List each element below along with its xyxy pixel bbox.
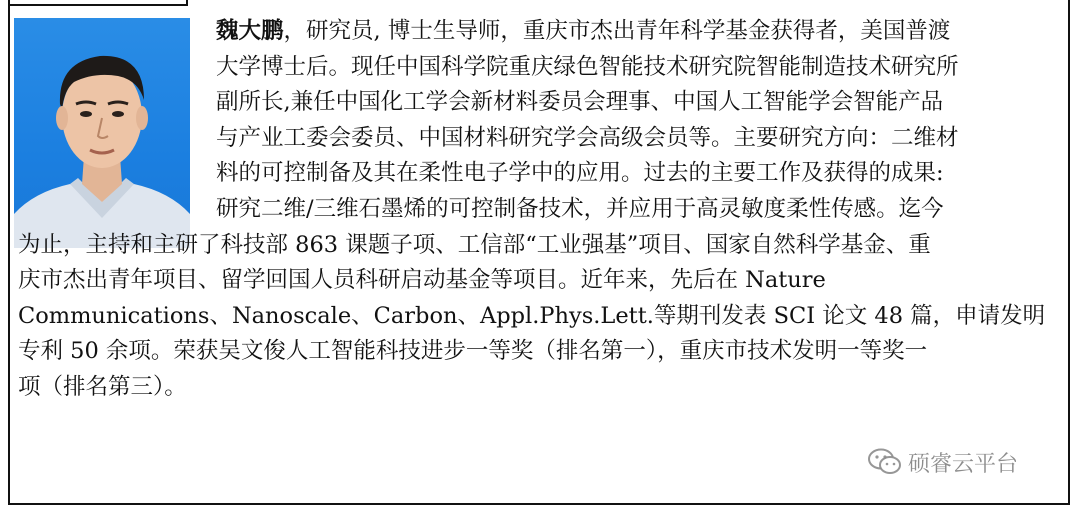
watermark: [868, 445, 1018, 479]
bio-line-6: 研究二维/三维石墨烯的可控制备技术，并应用于高灵敏度柔性传感。迄今: [216, 195, 944, 222]
biography: [18, 14, 1062, 406]
bio-line-4: 与产业工委会委员、中国材料研究学会高级会员等。主要研究方向：二维材: [216, 124, 959, 151]
watermark-text: 硕睿云平台: [908, 451, 1019, 477]
bio-line-8: 庆市杰出青年项目、留学回国人员科研启动基金等项目。近年来，先后在 Nature: [18, 267, 826, 294]
bio-line-1: 魏大鹏，研究员, 博士生导师，重庆市杰出青年科学基金获得者，美国普渡: [216, 18, 951, 44]
bio-line-10: 专利 50 余项。荣获吴文俊人工智能科技进步一等奖（排名第一），重庆市技术发明一等奖一: [18, 338, 928, 365]
bio-line-7: 为止，主持和主研了科技部 863 课题子项、工信部“工业强基”项目、国家自然科学基金、重: [18, 231, 931, 258]
bio-line-11: 项（排名第三）。: [18, 373, 187, 400]
bio-line-5: 料的可控制备及其在柔性电子学中的应用。过去的主要工作及获得的成果:: [216, 160, 944, 187]
person-name: 魏大鹏: [216, 18, 284, 44]
bio-line-9: Communications、Nanoscale、Carbon、Appl.Phys.Lett.等期刊发表 SCI 论文 48 篇，申请发明: [18, 302, 1046, 329]
bio-line-3: 副所长,兼任中国化工学会新材料委员会理事、中国人工智能学会智能产品: [216, 89, 944, 116]
bio-line-2: 大学博士后。现任中国科学院重庆绿色智能技术研究院智能制造技术研究所: [216, 53, 959, 80]
wechat-icon: [868, 448, 902, 476]
